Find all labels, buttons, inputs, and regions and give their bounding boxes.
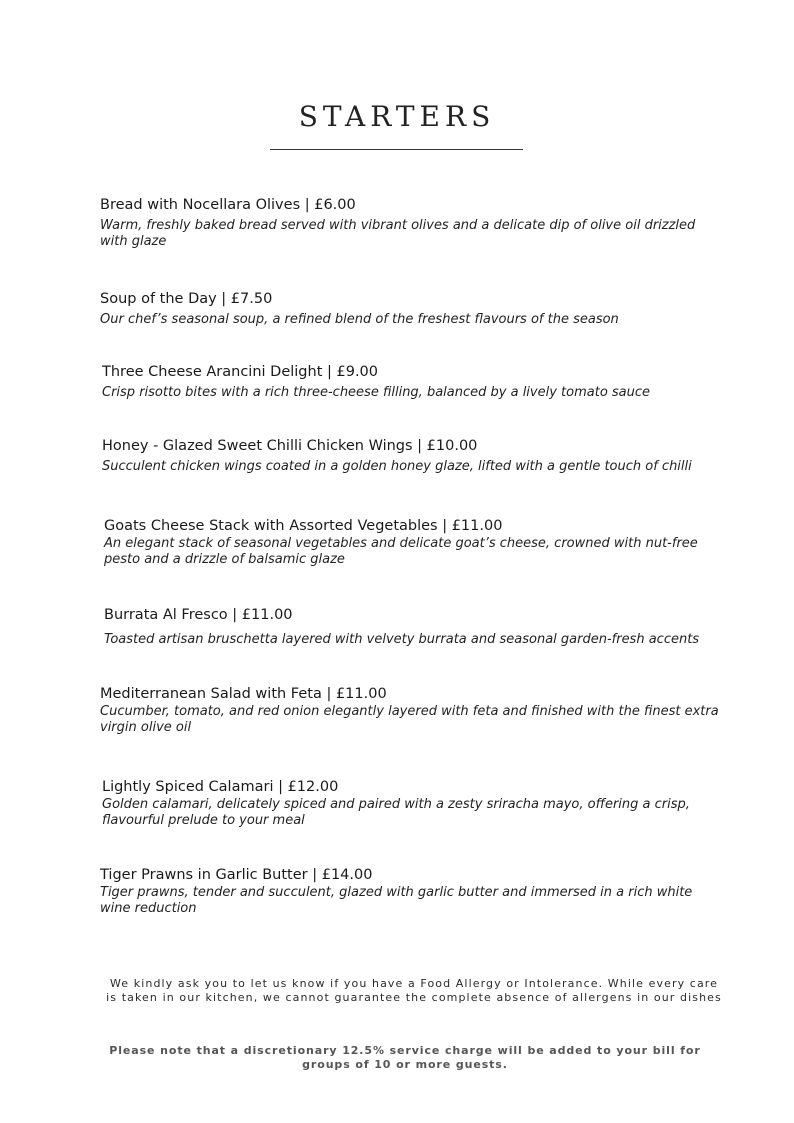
service-charge-notice: Please note that a discretionary 12.5% service charge will be added to your bill for groups of 10 or more guests. [109,1044,701,1071]
menu-item-description: Golden calamari, delicately spiced and paired with a zesty sriracha mayo, offering a crisp, flavourful prelude to your meal [102,797,690,828]
menu-item-name: Tiger Prawns in Garlic Butter | £14.00 [100,867,373,883]
menu-item-name: Lightly Spiced Calamari | £12.00 [102,779,339,795]
menu-item-description: Our chef’s seasonal soup, a refined blend of the freshest flavours of the season [100,312,619,327]
menu-item-name: Mediterranean Salad with Feta | £11.00 [100,686,387,702]
menu-item-name: Goats Cheese Stack with Assorted Vegetables | £11.00 [104,518,503,534]
menu-item [104,606,729,648]
menu-item-description: An elegant stack of seasonal vegetables and delicate goat’s cheese, crowned with nut-free pesto and a drizzle of balsamic glaze [104,536,698,567]
menu-item [100,290,725,328]
menu-item [102,778,727,828]
menu-item [102,363,727,401]
menu-item-name: Honey - Glazed Sweet Chilli Chicken Wings | £10.00 [102,438,478,454]
menu-item [104,517,724,567]
menu-item-description: Tiger prawns, tender and succulent, glazed with garlic butter and immersed in a rich white wine reduction [100,885,693,916]
menu-item-description: Toasted artisan bruschetta layered with velvety burrata and seasonal garden-fresh accents [104,632,700,647]
page-title: STARTERS [298,100,496,133]
title-divider [270,149,523,150]
menu-item-name: Burrata Al Fresco | £11.00 [104,607,293,623]
menu-item-description: Crisp risotto bites with a rich three-cheese filling, balanced by a lively tomato sauce [102,385,651,400]
menu-item-description: Succulent chicken wings coated in a golden honey glaze, lifted with a gentle touch of chilli [102,459,692,474]
menu-item-description: Warm, freshly baked bread served with vibrant olives and a delicate dip of olive oil drizzled with glaze [100,218,696,249]
menu-item-name: Soup of the Day | £7.50 [100,291,273,307]
menu-item [102,437,727,475]
menu-item-description: Cucumber, tomato, and red onion elegantly layered with feta and finished with the finest extra virgin olive oil [100,704,719,735]
menu-item [100,196,725,249]
menu-item-name: Three Cheese Arancini Delight | £9.00 [102,364,379,380]
menu-item [100,866,725,916]
allergy-notice: We kindly ask you to let us know if you have a Food Allergy or Intolerance. While every care is taken in our kitchen, we cannot guarantee the complete absence of allergens in our dishes [106,977,722,1004]
menu-item [100,685,725,735]
menu-item-name: Bread with Nocellara Olives | £6.00 [100,197,356,213]
